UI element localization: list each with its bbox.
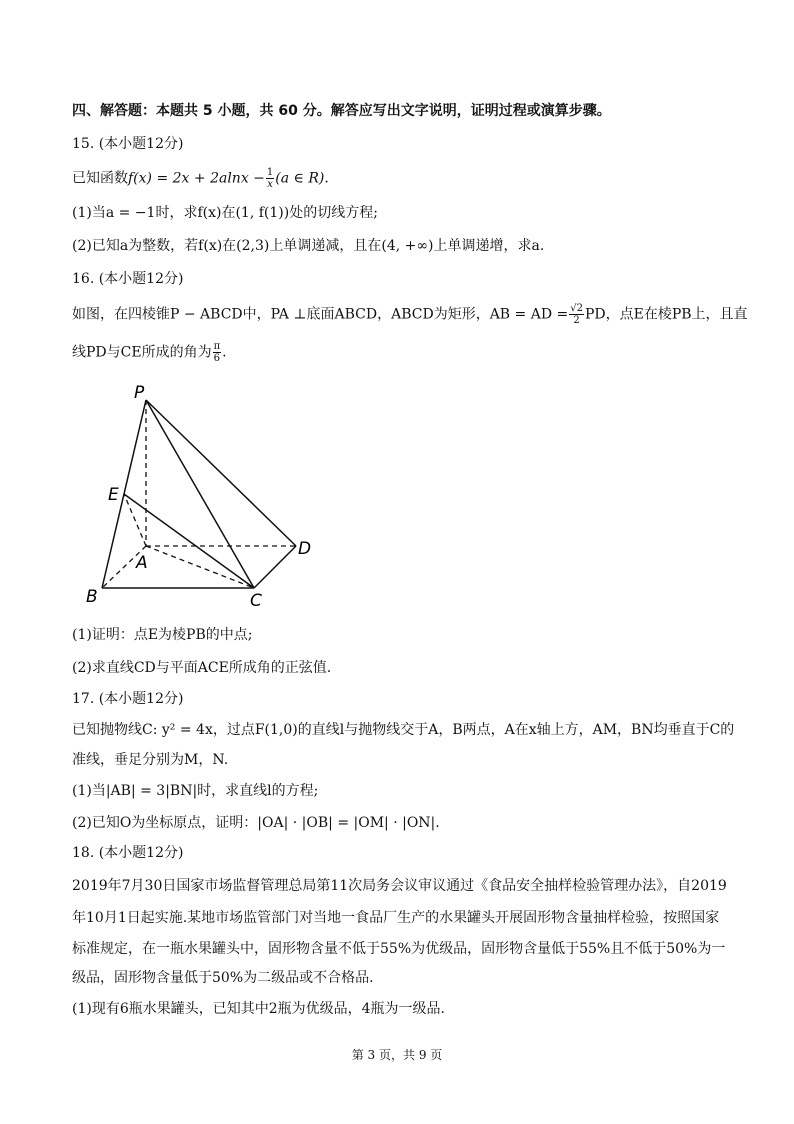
section-title: 四、解答题：本题共 5 小题，共 60 分。解答应写出文字说明，证明过程或演算步骤。 xyxy=(72,103,611,119)
label-D: D xyxy=(298,539,312,559)
label-C: C xyxy=(250,591,262,610)
q16-stem-line2 xyxy=(72,341,227,364)
q16-header: 16. (本小题12分) xyxy=(72,271,184,287)
q17-part2: (2)已知O为坐标原点，证明：|OA| · |OB| = |OM| · |ON|. xyxy=(72,815,440,831)
q15-stem xyxy=(72,167,329,190)
label-P: P xyxy=(134,383,145,403)
q16-fraction xyxy=(569,303,584,326)
label-B: B xyxy=(86,587,98,607)
edge-EC xyxy=(124,494,254,588)
q15-part1: (1)当a = −1时，求f(x)在(1, f(1))处的切线方程; xyxy=(72,205,378,221)
q15-stem-domain: (a ∈ R). xyxy=(275,170,329,187)
label-E: E xyxy=(108,485,119,505)
q17-part1: (1)当|AB| = 3|BN|时，求直线l的方程; xyxy=(72,783,319,799)
q16-stem2-b: . xyxy=(222,344,227,361)
pyramid-figure xyxy=(80,380,330,610)
q16-stem1-a: 如图，在四棱锥P − ABCD中，PA ⊥底面ABCD，ABCD为矩形，AB = AD = xyxy=(72,306,569,323)
q15-stem-formula: f(x) = 2x + 2alnx − xyxy=(128,170,265,187)
q16-frac2-num: π xyxy=(213,341,221,352)
q18-line2: 年10月1日起实施.某地市场监管部门对当地一食品厂生产的水果罐头开展固形物含量抽样检验，按照国家 xyxy=(72,910,720,926)
q16-frac-den: 2 xyxy=(573,315,580,326)
q17-header: 17. (本小题12分) xyxy=(72,691,184,707)
q16-frac2-den: 6 xyxy=(213,353,221,364)
q16-angle-fraction xyxy=(213,341,222,364)
q18-part1: (1)现有6瓶水果罐头，已知其中2瓶为优级品，4瓶为一级品. xyxy=(72,1001,446,1017)
q16-part1: (1)证明：点E为棱PB的中点; xyxy=(72,627,253,643)
q15-frac-num: 1 xyxy=(266,167,274,178)
q16-frac-num: √2 xyxy=(570,303,583,314)
q15-frac-den: x xyxy=(267,179,273,190)
q18-line1: 2019年7月30日国家市场监督管理总局第11次局务会议审议通过《食品安全抽样检验管理办法》，自2019 xyxy=(72,878,727,894)
q17-stem-line2: 准线，垂足分别为M，N. xyxy=(72,752,229,768)
q15-header: 15. (本小题12分) xyxy=(72,136,184,152)
page-footer: 第 3 页，共 9 页 xyxy=(351,1048,443,1062)
q16-stem1-b: PD，点E在棱PB上，且直 xyxy=(584,306,748,323)
q18-line4: 级品，固形物含量低于50%为二级品或不合格品. xyxy=(72,970,374,986)
q15-part2: (2)已知a为整数，若f(x)在(2,3)上单调递减，且在(4, +∞)上单调递增，求a. xyxy=(72,238,545,254)
q18-header: 18. (本小题12分) xyxy=(72,845,184,861)
edge-AC-hidden xyxy=(146,546,254,588)
label-A: A xyxy=(136,553,148,573)
q16-stem-line1 xyxy=(72,303,748,326)
edge-PD xyxy=(146,400,296,546)
pyramid-diagram xyxy=(80,380,330,610)
q16-stem2-a: 线PD与CE所成的角为 xyxy=(72,344,212,361)
q15-fraction xyxy=(266,167,274,190)
edge-CD xyxy=(254,546,296,588)
q18-line3: 标准规定，在一瓶水果罐头中，固形物含量不低于55%为优级品，固形物含量低于55%且不低于50%为一 xyxy=(72,941,726,957)
q16-part2: (2)求直线CD与平面ACE所成角的正弦值. xyxy=(72,660,332,676)
q17-stem-line1: 已知抛物线C: y² = 4x，过点F(1,0)的直线l与抛物线交于A，B两点，A在x轴上方，AM，BN均垂直于C的 xyxy=(72,722,735,738)
edge-PC xyxy=(146,400,254,588)
q15-stem-text: 已知函数 xyxy=(72,170,128,187)
